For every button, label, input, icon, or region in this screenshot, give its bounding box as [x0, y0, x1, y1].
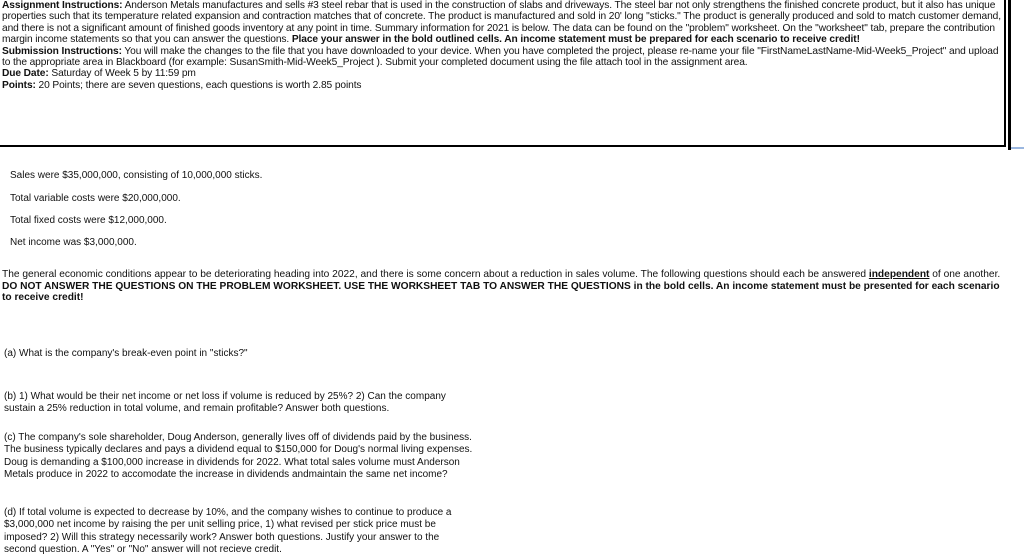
- question-c-line-3: Doug is demanding a $100,000 increase in dividends for 2022. What total sales volume must Anderson: [4, 456, 460, 468]
- question-d-line-4: second question. A "Yes" or "No" answer will not recieve credit.: [4, 544, 282, 556]
- question-a: (a) What is the company's break-even point in "sticks?": [4, 348, 248, 359]
- scenario-bold: DO NOT ANSWER THE QUESTIONS ON THE PROBLEM WORKSHEET. USE THE WORKSHEET TAB TO ANSWER THE QUESTIONS in the bold cells. An income statement must be presented for each scenario to receive credit!: [2, 280, 1000, 304]
- fact-fixed-costs: Total fixed costs were $12,000,000.: [10, 215, 167, 226]
- submission-body: You will make the changes to the file that you have downloaded to your device. When you have completed the project, please re-name your file "FirstNameLastName-Mid-Week5_Project" and upload to the appropriate area in Blackboard (for example: SusanSmith-Mid-Week5_Project ). Submit your completed document using the file attach tool in the assignment area.: [2, 45, 999, 69]
- fact-sales: Sales were $35,000,000, consisting of 10,000,000 sticks.: [10, 170, 263, 181]
- question-c-line-2: The business typically declares and pays a dividend equal to $150,000 for Doug's normal living expenses.: [4, 444, 473, 456]
- instructions-bold-note: Place your answer in the bold outlined cells. An income statement must be prepared for each scenario to receive credit!: [291, 34, 860, 46]
- question-b-line-2: sustain a 25% reduction in total volume, and remain profitable? Answer both questions.: [4, 403, 390, 415]
- question-d-line-3: imposed? 2) Will this strategy necessarily work? Answer both questions. Justify your answer to the: [4, 531, 440, 543]
- scenario-text-1: The general economic conditions appear to be deteriorating heading into 2022, and there is some concern about a reduction in sales volume. The following questions should each be answered: [2, 269, 869, 280]
- question-d-line-2: $3,000,000 net income by raising the per unit selling price, 1) what revised per stick price must be: [4, 519, 436, 531]
- fact-net-income: Net income was $3,000,000.: [10, 237, 137, 248]
- question-d-line-1: (d) If total volume is expected to decrease by 10%, and the company wishes to continue to produce a: [4, 507, 452, 518]
- instructions-body: Anderson Metals manufactures and sells #3 steel rebar that is used in the construction of slabs and driveways. The steel bar not only strengthens the finished concrete product, but it also has unique properties such that its temperature related expansion and contraction matches that of concrete. The product is manufactured and sold in 20' long "sticks." The product is generally produced and sold to match customer demand, and there is not a significant amount of finished goods inventory at any point in time. Summary information for 2021 is below. The data can be found on the "problem" worksheet. On the "worksheet" tab, prepare the contribution margin income statements so that you can answer the questions.: [2, 0, 1001, 46]
- question-b-line-1: (b) 1) What would be their net income or net loss if volume is reduced by 25%? 2) Can the company: [4, 391, 446, 402]
- scenario-paragraph: [2, 269, 1002, 304]
- question-b: [4, 391, 524, 416]
- due-date-label: Due Date:: [2, 68, 49, 80]
- scenario-independent: independent: [868, 269, 930, 280]
- scenario-text-2: of one another.: [929, 269, 1001, 280]
- due-date-value: Saturday of Week 5 by 11:59 pm: [48, 68, 196, 80]
- selection-edge: [1011, 147, 1024, 149]
- fact-variable-costs: Total variable costs were $20,000,000.: [10, 193, 181, 204]
- question-c-line-4: Metals produce in 2022 to accomodate the increase in dividends andmaintain the same net income?: [4, 469, 448, 481]
- instructions-heading: Assignment Instructions:: [2, 0, 123, 11]
- points-label: Points:: [2, 79, 36, 91]
- cell-border: [1008, 0, 1011, 150]
- submission-heading: Submission Instructions:: [2, 45, 122, 57]
- points-value: 20 Points; there are seven questions, each questions is worth 2.85 points: [35, 79, 362, 91]
- question-d: [4, 507, 524, 557]
- question-c-line-1: (c) The company's sole shareholder, Doug Anderson, generally lives off of dividends paid by the business.: [4, 432, 472, 443]
- instructions-text: [2, 0, 1002, 91]
- question-c: [4, 432, 524, 482]
